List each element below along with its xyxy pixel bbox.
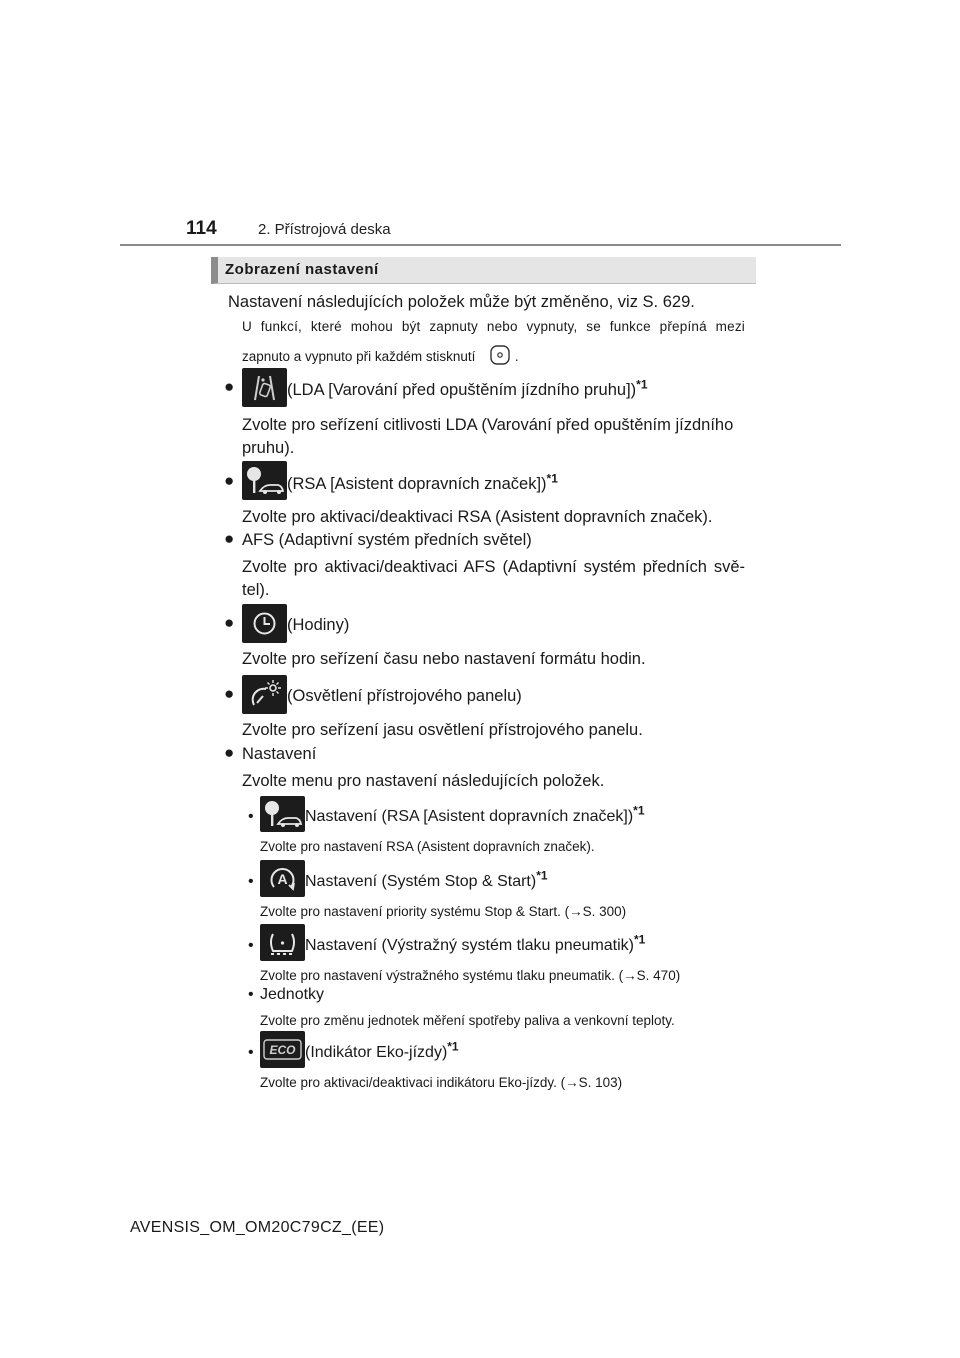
footnote-marker: *1 xyxy=(447,1039,459,1054)
sub-title-rsa xyxy=(305,803,645,828)
chapter-title: 2. Přístrojová deska xyxy=(258,221,391,238)
bullet-icon: ● xyxy=(224,377,235,396)
item-title-text: (RSA [Asistent dopravních značek]) xyxy=(287,475,547,493)
note-line-2 xyxy=(242,344,519,371)
footnote-marker: *1 xyxy=(636,377,648,392)
svg-text:A: A xyxy=(277,871,288,887)
intro-text: Nastavení následujících položek může být změněno, viz S. 629. xyxy=(228,293,695,311)
stop-start-icon xyxy=(260,860,305,897)
sub-bullet: • xyxy=(248,808,254,825)
item-title-afs: AFS (Adaptivní systém předních světel) xyxy=(242,531,532,549)
item-title-lda xyxy=(287,379,648,401)
bullet-icon: ● xyxy=(224,529,235,548)
item-desc-rsa: Zvolte pro aktivaci/deaktivaci RSA (Asistent dopravních značek). xyxy=(242,508,713,526)
lda-icon xyxy=(242,368,287,407)
page-number: 114 xyxy=(186,218,217,239)
sub-desc-rsa: Zvolte pro nastavení RSA (Asistent dopravních značek). xyxy=(260,839,595,854)
sub-title-text: Nastavení (Výstražný systém tlaku pneumatik) xyxy=(305,937,635,954)
sub-desc-tire-pressure: Zvolte pro nastavení výstražného systému tlaku pneumatik. (→S. 470) xyxy=(260,968,681,983)
item-desc-illumination: Zvolte pro seřízení jasu osvětlení přístrojového panelu. xyxy=(242,721,643,739)
item-desc-afs-2: tel). xyxy=(242,581,270,599)
item-title-settings: Nastavení xyxy=(242,745,317,763)
bullet-icon: ● xyxy=(224,743,235,762)
note-end: . xyxy=(514,349,519,365)
bullet-icon: ● xyxy=(224,613,235,632)
footnote-marker: *1 xyxy=(634,932,646,947)
sub-title-text: (Indikátor Eko-jízdy) xyxy=(305,1044,448,1061)
bullet-icon: ● xyxy=(224,684,235,703)
item-title-illumination: (Osvětlení přístrojového panelu) xyxy=(287,687,522,705)
steering-switch-icon xyxy=(489,344,511,371)
item-title-rsa xyxy=(287,473,558,495)
bullet-icon: ● xyxy=(224,471,235,490)
note-line-1: U funkcí, které mohou být zapnuty nebo vypnuty, se funkce přepíná mezi xyxy=(242,319,745,334)
eco-icon-label: ECO xyxy=(269,1043,296,1057)
sub-bullet: • xyxy=(248,1044,254,1061)
tire-pressure-icon xyxy=(260,924,305,961)
item-desc-lda-2: pruhu). xyxy=(242,439,295,457)
sub-title-text: Nastavení (Systém Stop & Start) xyxy=(305,873,537,890)
sub-title-text: Nastavení (RSA [Asistent dopravních značek]) xyxy=(305,808,634,825)
footnote-marker: *1 xyxy=(633,803,645,818)
illumination-icon xyxy=(242,675,287,714)
sub-title-stop-start xyxy=(305,868,548,893)
clock-icon xyxy=(242,604,287,643)
item-desc-settings: Zvolte menu pro nastavení následujících položek. xyxy=(242,772,605,790)
sub-bullet: • xyxy=(248,937,254,954)
item-desc-clock: Zvolte pro seřízení času nebo nastavení formátu hodin. xyxy=(242,650,646,668)
section-heading xyxy=(211,257,756,284)
rsa-icon xyxy=(242,461,287,500)
header-divider xyxy=(120,244,841,246)
sub-desc-units: Zvolte pro změnu jednotek měření spotřeby paliva a venkovní teploty. xyxy=(260,1013,675,1028)
section-title: Zobrazení nastavení xyxy=(225,261,379,278)
sub-bullet: • xyxy=(248,986,254,1003)
footnote-marker: *1 xyxy=(536,868,548,883)
item-title-text: (LDA [Varování před opuštěním jízdního pruhu]) xyxy=(287,381,637,399)
sub-bullet: • xyxy=(248,873,254,890)
sub-desc-eco: Zvolte pro aktivaci/deaktivaci indikátoru Eko-jízdy. (→S. 103) xyxy=(260,1075,623,1090)
item-desc-lda-1: Zvolte pro seřízení citlivosti LDA (Varování před opuštěním jízdního xyxy=(242,416,734,434)
sub-desc-stop-start: Zvolte pro nastavení priority systému Stop & Start. (→S. 300) xyxy=(260,904,627,919)
item-title-clock: (Hodiny) xyxy=(287,616,350,634)
sub-title-tire-pressure xyxy=(305,932,646,957)
footnote-marker: *1 xyxy=(546,471,558,486)
item-desc-afs-1: Zvolte pro aktivaci/deaktivaci AFS (Adaptivní systém předních svě- xyxy=(242,558,745,576)
rsa-icon xyxy=(260,796,305,832)
sub-title-eco xyxy=(305,1039,459,1064)
sub-title-units: Jednotky xyxy=(260,986,325,1003)
document-code: AVENSIS_OM_OM20C79CZ_(EE) xyxy=(130,1219,385,1236)
eco-icon xyxy=(260,1031,305,1068)
note-text: zapnuto a vypnuto při každém stisknutí xyxy=(242,349,476,365)
